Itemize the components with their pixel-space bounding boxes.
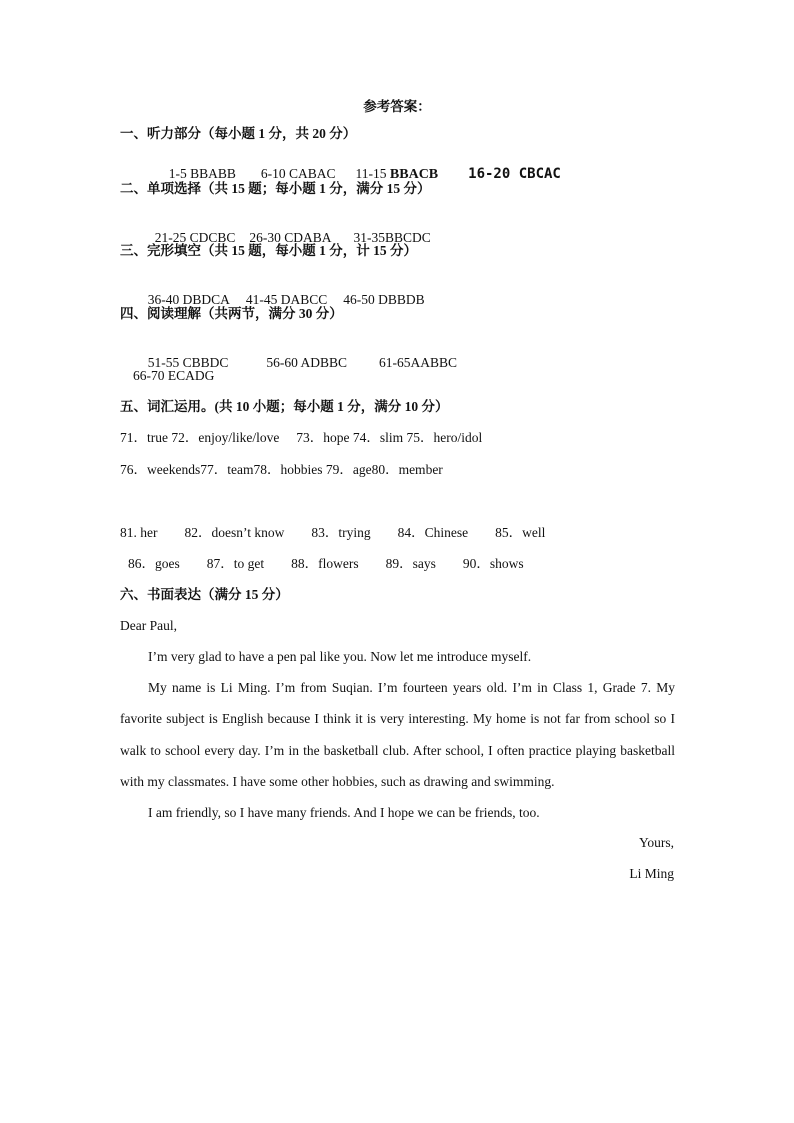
vocab-row-1: 71．true 72．enjoy/like/love 73．hope 74．slim 75．hero/idol (120, 430, 483, 445)
section-1-heading: 一、听力部分（每小题 1 分，共 20 分） (120, 126, 357, 141)
answer-group: 16-20 CBCAC (468, 166, 561, 182)
answer-group: 51-55 CBBDC (147, 355, 229, 370)
answer-group: 41-45 DABCC (245, 292, 328, 307)
vocab-row-3: 81. her 82．doesn’t know 83．trying 84．Chinese 85．well (120, 525, 546, 540)
answer-bold: BBACB (389, 167, 439, 182)
section-2-heading: 二、单项选择（共 15 题；每小题 1 分，满分 15 分） (120, 181, 431, 196)
answer-group: 31-35BBCDC (353, 230, 431, 245)
vocab-row-4: 86．goes 87．to get 88．flowers 89．says 90．shows (128, 556, 524, 571)
vocab-row-2: 76．weekends77．team78．hobbies 79．age80．member (120, 462, 443, 477)
section-6-heading: 六、书面表达（满分 15 分） (120, 587, 289, 602)
answer-group: 6-10 CABAC (260, 166, 336, 181)
section-3-heading: 三、完形填空（共 15 题，每小题 1 分，计 15 分） (120, 243, 417, 258)
letter-signature: Li Ming (629, 866, 674, 881)
answer-group: 21-25 CDCBC (154, 230, 236, 245)
section-4-answers-extra: 66-70 ECADG (133, 368, 215, 383)
page-title: 参考答案： (363, 99, 431, 114)
answer-group: 56-60 ADBBC (266, 355, 348, 370)
letter-greeting: Dear Paul, (120, 618, 177, 633)
section-3-answers (141, 273, 425, 309)
letter-closing: Yours, (638, 835, 674, 850)
answer-group: 1-5 BBABB (168, 166, 236, 181)
section-4-heading: 四、阅读理解（共两节，满分 30 分） (120, 306, 343, 321)
letter-paragraph-2: My name is Li Ming. I’m from Suqian. I’m fourteen years old. I’m in Class 1, Grade 7. My favorite subject is English because I think it is very interesting. My home is not far from school so I walk to school every day. I’m in the basketball club. After school, I often practice playing basketball with my classmates. I have some other hobbies, such as drawing and swimming. (120, 680, 675, 790)
section-1-answers (162, 147, 561, 184)
letter-paragraph-1: I’m very glad to have a pen pal like you. Now let me introduce myself. (148, 649, 532, 664)
answer-prefix: 11-15 (355, 166, 390, 181)
answer-group: 26-30 CDABA (249, 230, 332, 245)
answer-group: 46-50 DBBDB (343, 292, 425, 307)
answer-group: 61-65AABBC (379, 355, 458, 370)
section-5-heading: 五、词汇运用。(共 10 小题；每小题 1 分，满分 10 分） (120, 399, 449, 414)
answer-group: 36-40 DBDCA (147, 292, 230, 307)
letter-paragraph-3: I am friendly, so I have many friends. And I hope we can be friends, too. (148, 805, 540, 820)
